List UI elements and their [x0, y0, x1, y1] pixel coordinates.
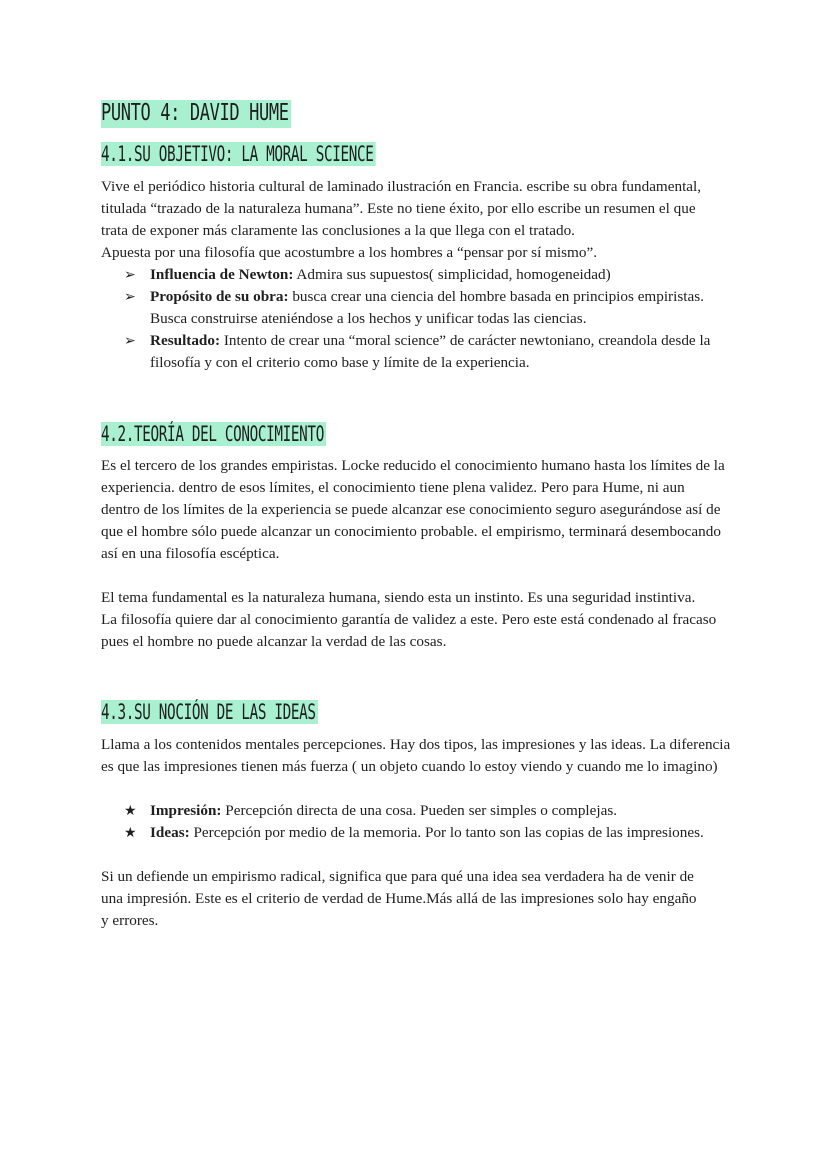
list-item — [101, 286, 726, 330]
page-title-block — [101, 100, 731, 128]
arrow-bullet-icon: ➢ — [124, 289, 136, 305]
bullet-text: Percepción por medio de la memoria. Por lo tanto son las copias de las impresiones. — [189, 824, 704, 841]
section-3-paragraph-2: Si un defiende un empirismo radical, significa que para qué una idea sea verdadera ha de venir de una impresión. Este es el criterio de verdad de Hume.Más allá de las impresiones solo hay engaño y errores. — [101, 868, 697, 929]
section-1-paragraph-1: Vive el periódico historia cultural de laminado ilustración en Francia. escribe su obra fundamental, titulada “trazado de la naturaleza humana”. Este no tiene éxito, por ello escribe un resumen el que trata de exponer más claramente las conclusiones a la que llega con el tratado. — [101, 178, 702, 239]
section-2-paragraph-1: Es el tercero de los grandes empiristas. Locke reducido el conocimiento humano hasta los límites de la experiencia. dentro de esos límites, el conocimiento tiene plena validez. Pero para Hume, ni aun dentro de los límites de la experiencia se puede alcanzar ese conocimiento seguro asegurándose así de que el hombre sólo puede alcanzar un conocimiento probable. el empirismo, terminará desembocando así en una filosofía escéptica. — [101, 457, 725, 562]
section-1-heading: 4.1.SU OBJETIVO: LA MORAL SCIENCE — [101, 142, 376, 166]
section-3-heading-block — [101, 700, 731, 724]
section-2-paragraph-2: El tema fundamental es la naturaleza humana, siendo esta un instinto. Es una seguridad instintiva. — [101, 589, 696, 606]
list-item — [101, 822, 731, 844]
list-item — [101, 800, 731, 822]
section-3-heading: 4.3.SU NOCIÓN DE LAS IDEAS — [101, 700, 318, 724]
section-3-paragraph-1: Llama a los contenidos mentales percepciones. Hay dos tipos, las impresiones y las ideas. La diferencia es que las impresiones tienen más fuerza ( un objeto cuando lo estoy viendo y cuando me lo imagino) — [101, 736, 731, 775]
list-item — [101, 330, 726, 374]
section-3-body — [101, 734, 731, 932]
bullet-term: Ideas: — [150, 824, 190, 841]
section-2-body — [101, 455, 726, 653]
section-2-heading: 4.2.TEORÍA DEL CONOCIMIENTO — [101, 422, 326, 446]
page-title: PUNTO 4: DAVID HUME — [101, 100, 291, 128]
section-2-paragraph-3: La filosofía quiere dar al conocimiento garantía de validez a este. Pero este está condenado al fracaso pues el hombre no puede alcanzar la verdad de las cosas. — [101, 611, 717, 650]
bullet-term: Impresión: — [150, 802, 222, 819]
bullet-text: busca crear una ciencia del hombre basada en principios empiristas. Busca construirse ateniéndose a los hechos y unificar todas las ciencias. — [150, 288, 704, 327]
section-1-paragraph-2: Apuesta por una filosofía que acostumbre a los hombres a “pensar por sí mismo”. — [101, 244, 597, 261]
section-1-body — [101, 176, 726, 374]
bullet-term: Resultado: — [150, 332, 221, 349]
arrow-bullet-icon: ➢ — [124, 333, 136, 349]
bullet-text: Percepción directa de una cosa. Pueden ser simples o complejas. — [221, 802, 618, 819]
bullet-term: Influencia de Newton: — [150, 266, 294, 283]
section-3-bullet-list — [101, 800, 731, 844]
star-bullet-icon: ★ — [124, 825, 137, 841]
list-item — [101, 264, 726, 286]
arrow-bullet-icon: ➢ — [124, 267, 136, 283]
section-2-heading-block — [101, 422, 731, 446]
bullet-term: Propósito de su obra: — [150, 288, 289, 305]
bullet-text: Admira sus supuestos( simplicidad, homogeneidad) — [293, 266, 611, 283]
section-1-heading-block — [101, 142, 731, 166]
bullet-text: Intento de crear una “moral science” de carácter newtoniano, creandola desde la filosofía y con el criterio como base y límite de la experiencia. — [150, 332, 711, 371]
section-1-bullet-list — [101, 264, 726, 374]
star-bullet-icon: ★ — [124, 803, 137, 819]
